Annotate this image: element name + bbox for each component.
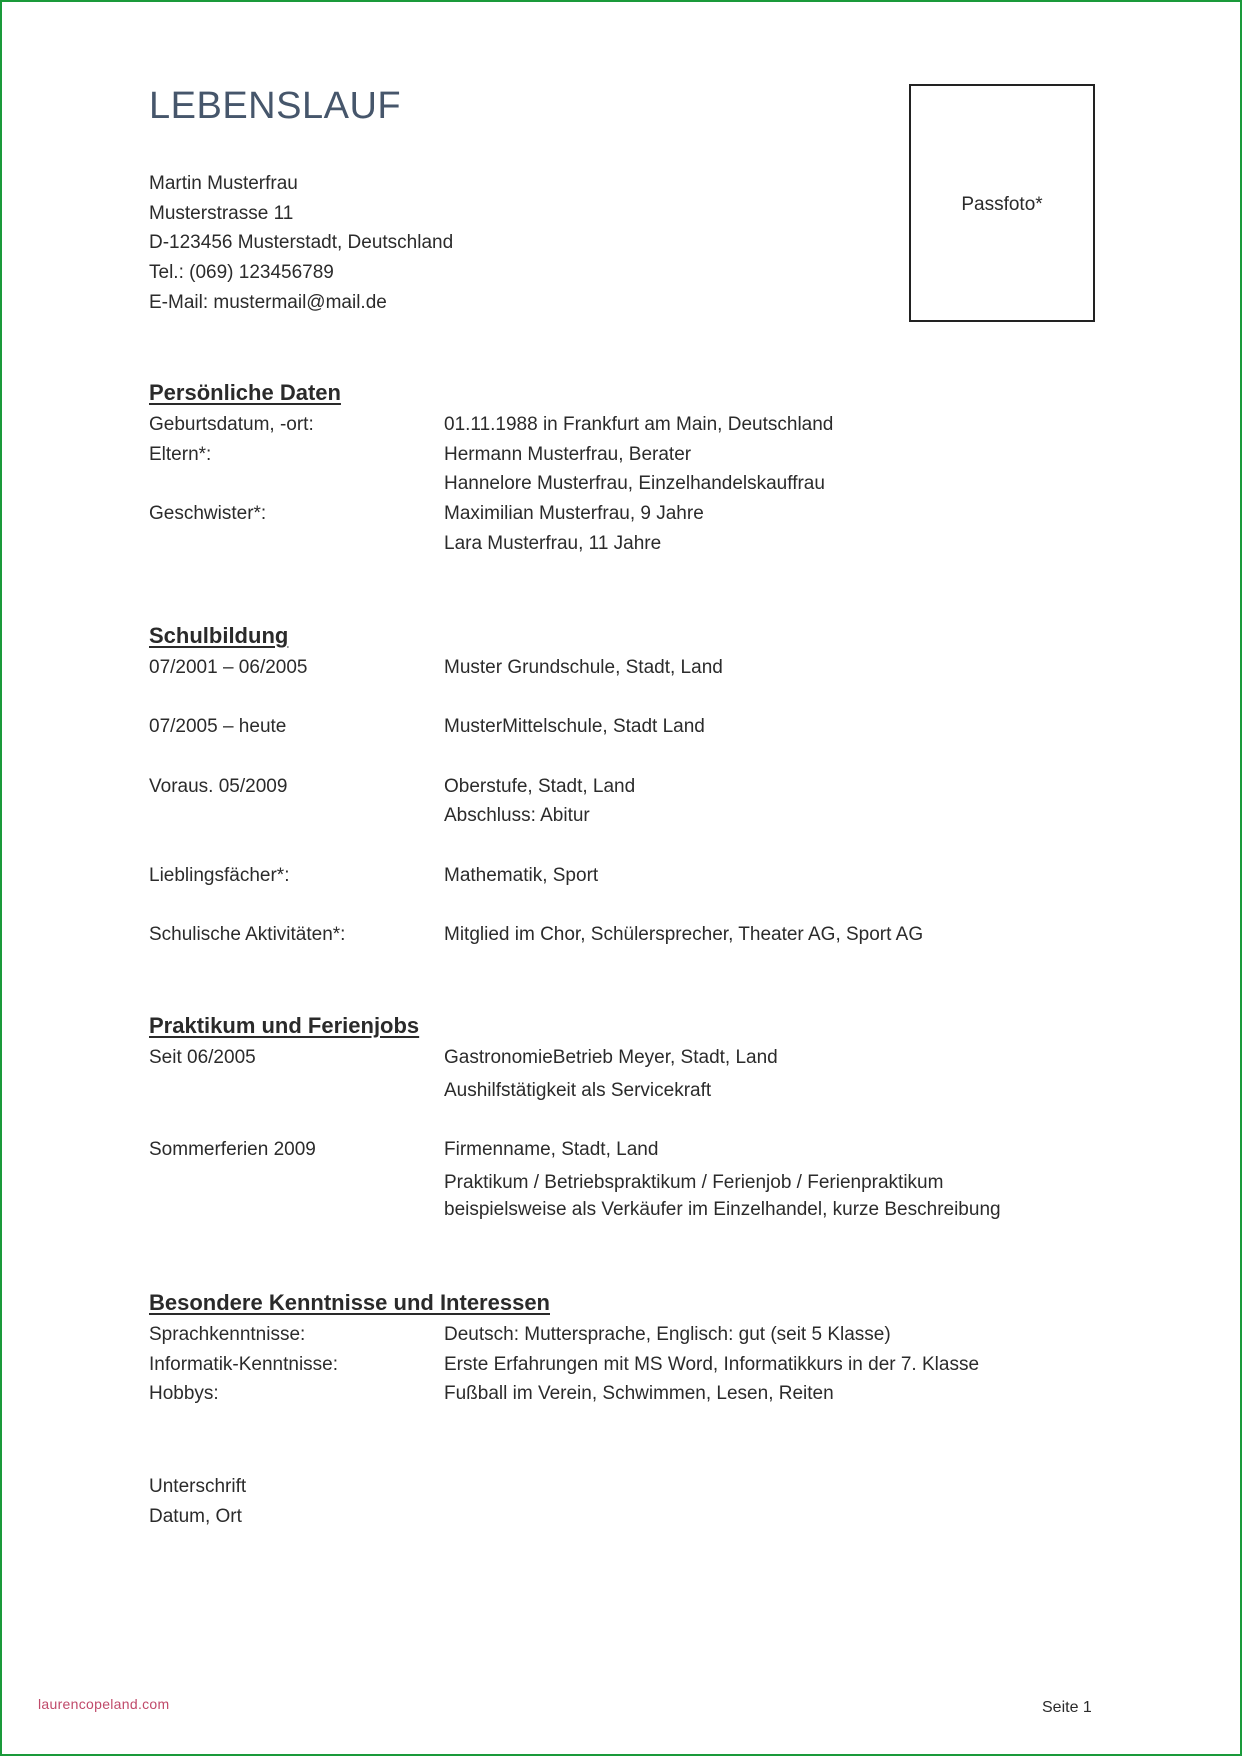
signature-block bbox=[149, 1472, 246, 1532]
row-value: Muster Grundschule, Stadt, Land bbox=[444, 657, 723, 678]
table-row bbox=[149, 1076, 712, 1106]
table-row bbox=[149, 410, 834, 440]
table-row bbox=[149, 920, 924, 950]
row-label: Sommerferien 2009 bbox=[149, 1139, 316, 1161]
row-value: Firmenname, Stadt, Land bbox=[444, 1139, 659, 1161]
table-row bbox=[149, 499, 704, 529]
section-heading: Persönliche Daten bbox=[149, 380, 341, 405]
contact-block bbox=[149, 169, 453, 318]
row-label: Eltern*: bbox=[149, 443, 212, 465]
passport-photo-label: Passfoto* bbox=[961, 194, 1043, 215]
row-label: 07/2001 – 06/2005 bbox=[149, 657, 308, 678]
row-label: Geburtsdatum, -ort: bbox=[149, 414, 314, 435]
row-value: Abschluss: Abitur bbox=[444, 805, 590, 827]
row-label: 07/2005 – heute bbox=[149, 716, 287, 738]
row-value: Hermann Musterfrau, Berater bbox=[444, 443, 692, 465]
row-value: Aushilfstätigkeit als Servicekraft bbox=[444, 1079, 712, 1101]
row-value: GastronomieBetrieb Meyer, Stadt, Land bbox=[444, 1047, 778, 1068]
passport-photo-box bbox=[909, 84, 1095, 322]
section-heading: Praktikum und Ferienjobs bbox=[149, 1013, 420, 1038]
table-row bbox=[149, 469, 825, 499]
row-label: Schulische Aktivitäten*: bbox=[149, 924, 346, 946]
date-place-label: Datum, Ort bbox=[149, 1506, 242, 1527]
watermark: laurencopeland.com bbox=[38, 1696, 170, 1712]
row-value: beispielsweise als Verkäufer im Einzelhandel, kurze Beschreibung bbox=[444, 1199, 1001, 1221]
row-label: Informatik-Kenntnisse: bbox=[149, 1353, 339, 1375]
table-row bbox=[149, 1320, 891, 1350]
signature-label: Unterschrift bbox=[149, 1476, 247, 1497]
table-row bbox=[149, 712, 705, 742]
row-label: Geschwister*: bbox=[149, 503, 267, 525]
table-row bbox=[149, 1197, 1001, 1223]
table-row bbox=[149, 772, 636, 802]
row-value: Hannelore Musterfrau, Einzelhandelskauffrau bbox=[444, 473, 825, 495]
table-row bbox=[149, 1043, 778, 1073]
row-value: 01.11.1988 in Frankfurt am Main, Deutschland bbox=[444, 414, 834, 435]
row-value: Mitglied im Chor, Schülersprecher, Theater AG, Sport AG bbox=[444, 924, 924, 946]
contact-street: Musterstrasse 11 bbox=[149, 202, 294, 224]
table-row bbox=[149, 1135, 659, 1165]
section-heading: Schulbildung bbox=[149, 623, 289, 648]
table-row bbox=[149, 440, 692, 470]
row-value: Fußball im Verein, Schwimmen, Lesen, Reiten bbox=[444, 1383, 834, 1405]
section-skills bbox=[149, 1290, 980, 1409]
row-label: Voraus. 05/2009 bbox=[149, 775, 288, 797]
contact-email: E-Mail: mustermail@mail.de bbox=[149, 291, 387, 313]
row-value: Lara Musterfrau, 11 Jahre bbox=[444, 532, 662, 554]
row-label: Seit 06/2005 bbox=[149, 1047, 256, 1068]
row-value: MusterMittelschule, Stadt Land bbox=[444, 716, 705, 738]
row-label: Lieblingsfächer*: bbox=[149, 864, 290, 886]
section-jobs bbox=[149, 1013, 1001, 1223]
table-row bbox=[149, 1379, 834, 1409]
row-value: Oberstufe, Stadt, Land bbox=[444, 775, 636, 797]
row-label: Sprachkenntnisse: bbox=[149, 1324, 306, 1345]
table-row bbox=[149, 1168, 944, 1198]
table-row bbox=[149, 529, 662, 559]
table-row bbox=[149, 801, 590, 831]
row-value: Mathematik, Sport bbox=[444, 864, 599, 886]
row-value: Deutsch: Muttersprache, Englisch: gut (seit 5 Klasse) bbox=[444, 1324, 891, 1345]
section-personal bbox=[149, 380, 834, 558]
row-value: Praktikum / Betriebspraktikum / Ferienjob / Ferienpraktikum bbox=[444, 1171, 944, 1193]
row-value: Maximilian Musterfrau, 9 Jahre bbox=[444, 503, 704, 525]
section-school bbox=[149, 623, 924, 950]
contact-name: Martin Musterfrau bbox=[149, 173, 298, 194]
table-row bbox=[149, 861, 599, 891]
table-row bbox=[149, 1350, 980, 1380]
row-value: Erste Erfahrungen mit MS Word, Informatikkurs in der 7. Klasse bbox=[444, 1353, 980, 1375]
table-row bbox=[149, 653, 723, 683]
page-title: LEBENSLAUF bbox=[149, 85, 402, 127]
contact-phone: Tel.: (069) 123456789 bbox=[149, 262, 334, 284]
row-label: Hobbys: bbox=[149, 1383, 219, 1405]
page-number: Seite 1 bbox=[1042, 1699, 1092, 1716]
contact-city: D-123456 Musterstadt, Deutschland bbox=[149, 232, 454, 254]
section-heading: Besondere Kenntnisse und Interessen bbox=[149, 1290, 550, 1315]
